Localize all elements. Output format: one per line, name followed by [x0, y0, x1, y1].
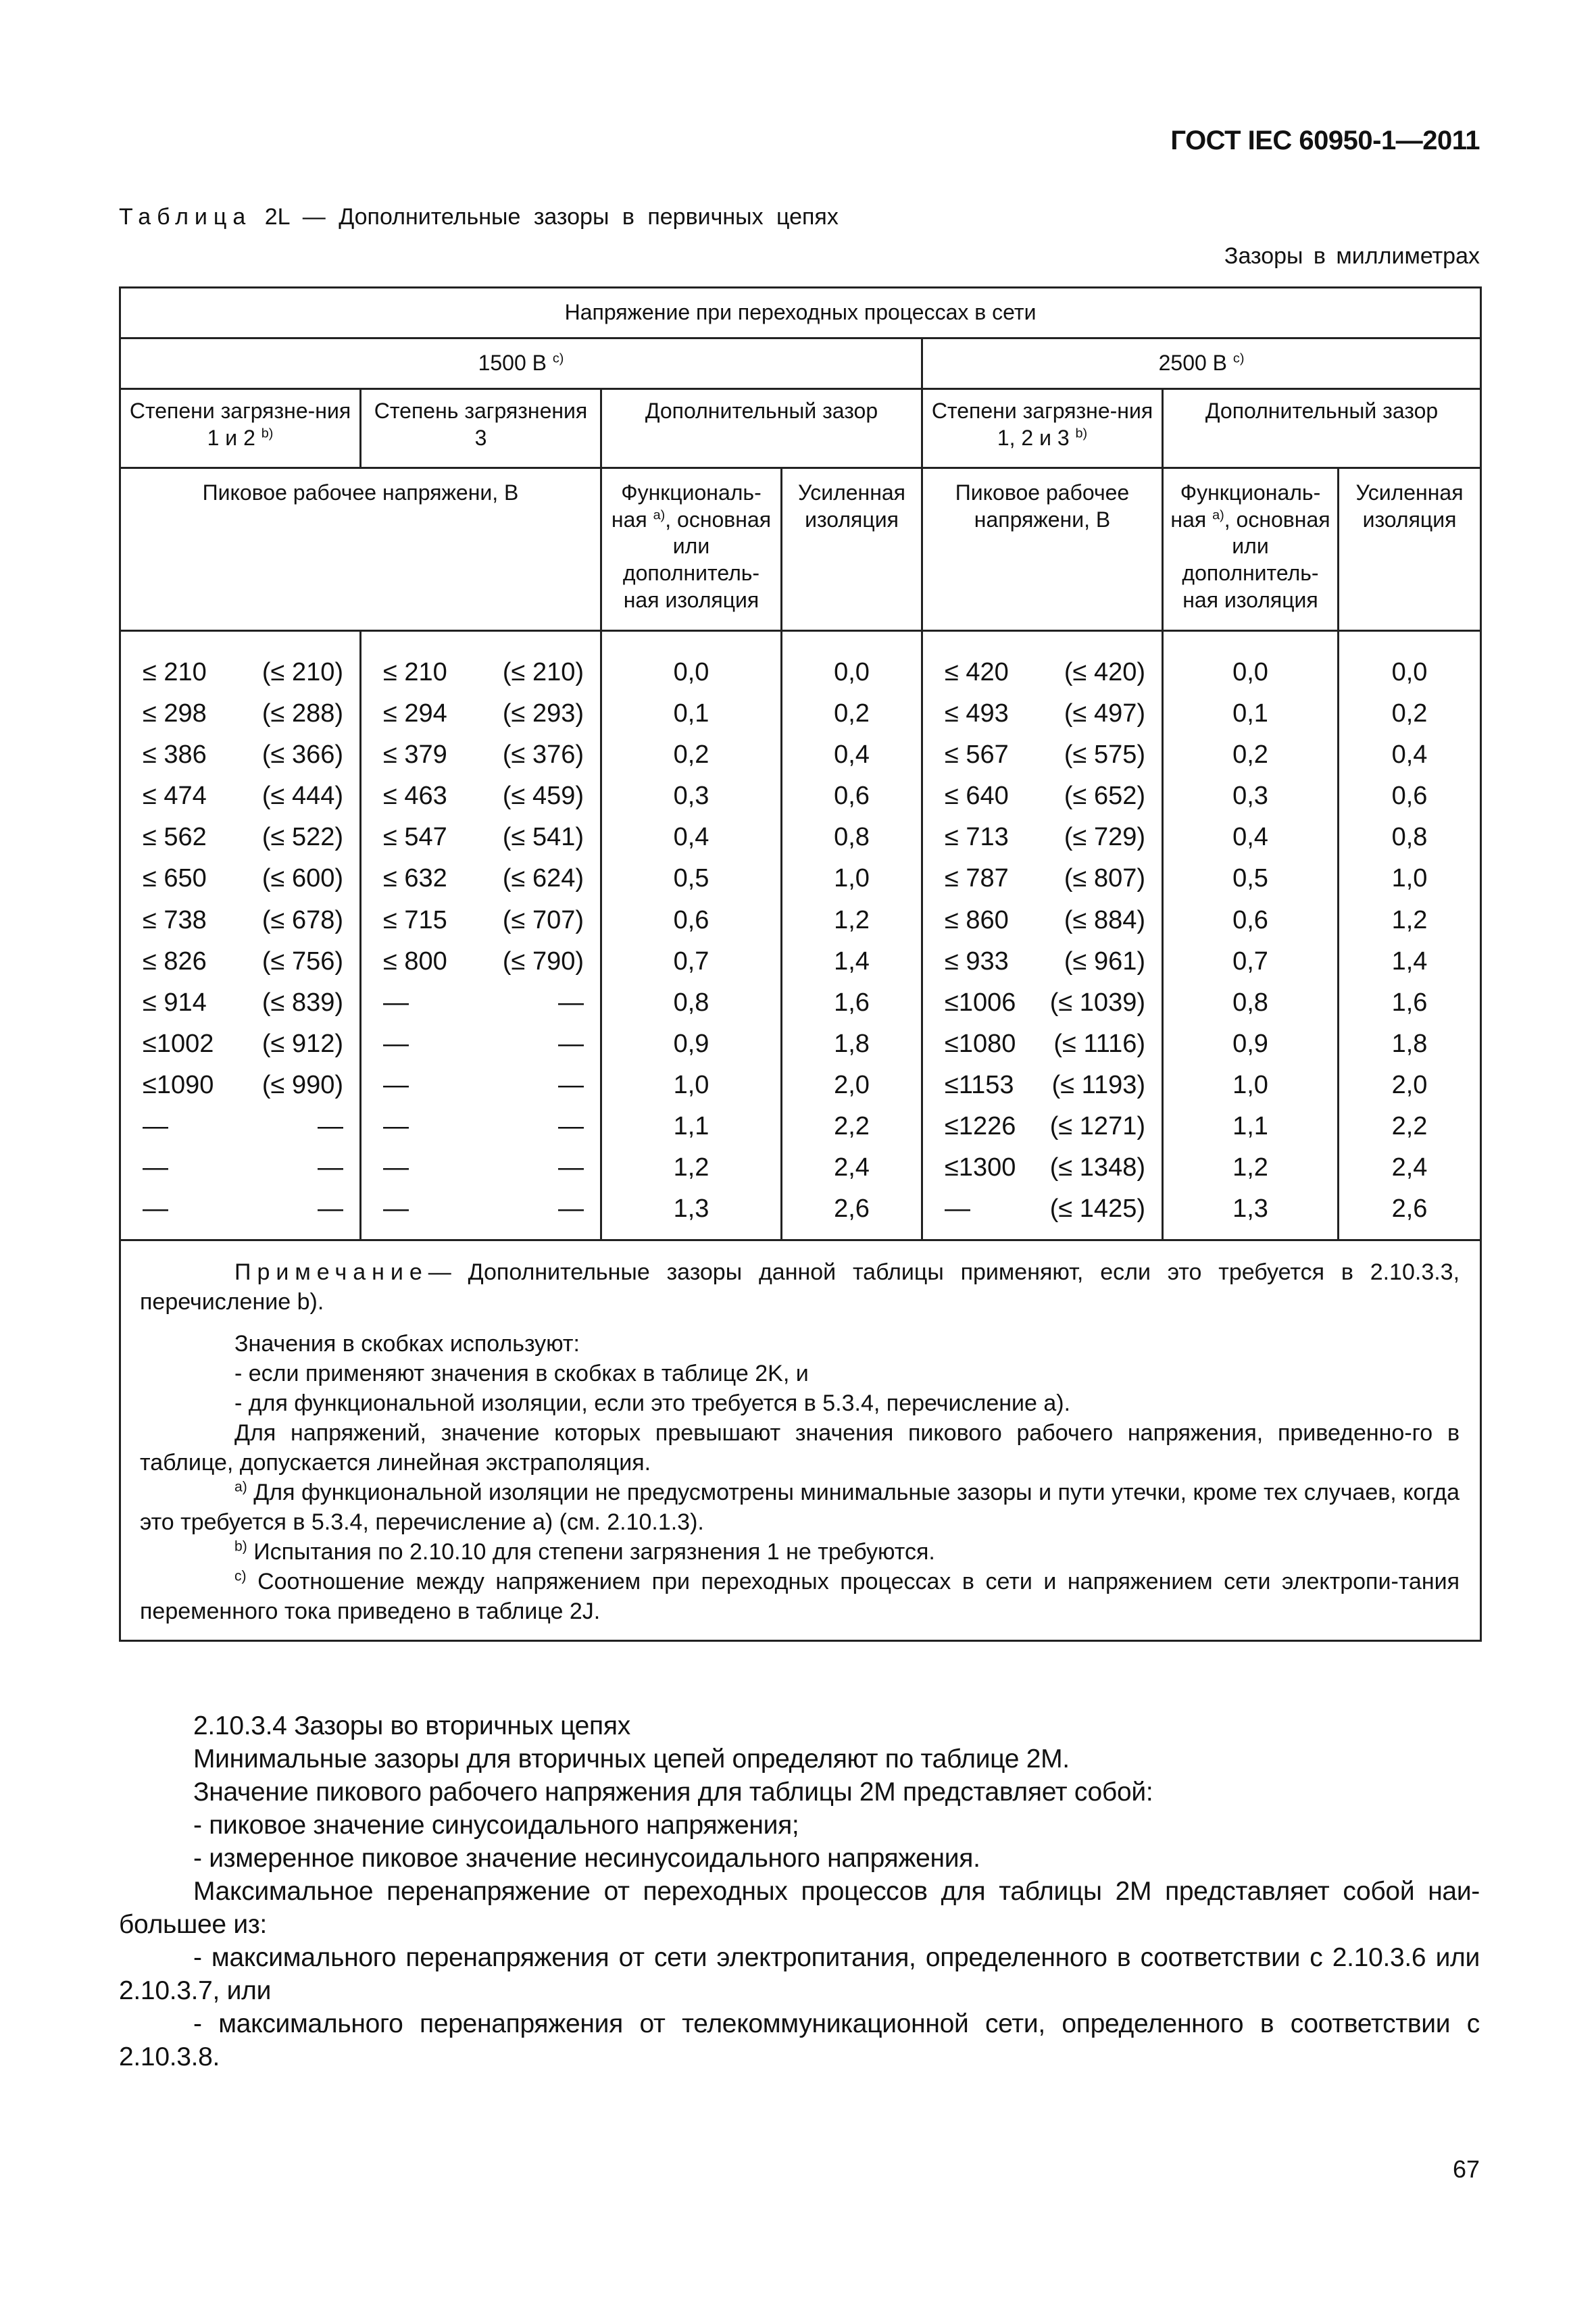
table-caption — [119, 204, 839, 230]
footnote-mark: b) — [1075, 426, 1088, 441]
table-cell: 1,8 — [1391, 1029, 1428, 1058]
table-cell-pair — [366, 652, 596, 693]
table-cell: (≤ 1425) — [1049, 1194, 1145, 1224]
table-cell: 0,3 — [1232, 782, 1268, 811]
table-cell: ≤ 294 — [383, 699, 447, 728]
table-cell: ≤ 914 — [143, 988, 207, 1017]
table-cell-pair — [927, 652, 1157, 693]
table-cell: (≤ 444) — [261, 782, 343, 811]
table-cell: 1,2 — [1391, 905, 1428, 934]
table-cell-pair — [927, 858, 1157, 899]
table-cell: (≤ 600) — [261, 864, 343, 893]
table-cell-pair — [927, 900, 1157, 941]
table-cell: ≤ 547 — [383, 823, 447, 852]
note-brackets-2: - для функциональной изоляции, если это требуется в 5.3.4, перечисление а). — [234, 1390, 1071, 1417]
section-paragraph: - измеренное пиковое значение несинусоидального напряжения. — [193, 1844, 980, 1873]
table-cell-pair — [125, 1147, 355, 1188]
table-cell: 0,9 — [673, 1029, 709, 1058]
table-cell: 1,8 — [834, 1029, 870, 1058]
table-cell: (≤ 293) — [502, 699, 584, 728]
col-peak-1-2 — [120, 631, 361, 1240]
clearance-table — [119, 286, 1482, 1642]
header-pollution-1-2: Степени загрязне-ния 1 и 2 $^{b)}$ — [120, 389, 361, 468]
table-cell-pair — [125, 1106, 355, 1147]
table-cell: ≤ 650 — [143, 864, 207, 893]
table-cell: 0,2 — [673, 740, 709, 770]
header-reinforced-2500: Усиленная изоляция — [1339, 468, 1481, 631]
table-cell: (≤ 624) — [502, 864, 584, 893]
table-cell: 0,5 — [1232, 864, 1268, 893]
table-cell: 1,0 — [673, 1070, 709, 1099]
table-cell: 1,4 — [834, 947, 870, 976]
table-cell-pair — [927, 1188, 1157, 1230]
table-cell: — — [558, 1070, 584, 1099]
table-cell: 0,6 — [673, 905, 709, 934]
table-caption-title: — Дополнительные зазоры в первичных цепях — [302, 204, 839, 230]
table-cell: 1,1 — [1232, 1112, 1268, 1141]
table-cell: (≤ 678) — [261, 905, 343, 934]
table-cell: — — [945, 1194, 970, 1224]
table-cell: — — [318, 1112, 343, 1141]
table-cell: (≤ 807) — [1064, 864, 1145, 893]
table-cell: — — [143, 1194, 168, 1224]
table-cell: (≤ 1193) — [1051, 1070, 1145, 1099]
table-cell: 2,2 — [834, 1112, 870, 1141]
table-cell: (≤ 420) — [1064, 658, 1145, 686]
table-cell: ≤ 632 — [383, 864, 447, 893]
table-cell-pair — [927, 941, 1157, 982]
table-cell: (≤ 790) — [502, 947, 584, 976]
table-cell-pair — [927, 982, 1157, 1024]
table-cell: — — [143, 1153, 168, 1182]
table-cell: — — [558, 1153, 584, 1182]
header-pollution-1-2-3: Степени загрязне-ния 1, 2 и 3 $^{b)}$ — [922, 389, 1163, 468]
table-cell: ≤ 562 — [143, 823, 207, 852]
table-cell: (≤ 366) — [261, 740, 343, 770]
table-cell: 0,8 — [1391, 823, 1428, 852]
table-cell: 0,0 — [1391, 658, 1428, 686]
table-caption-prefix: Таблица — [119, 204, 252, 230]
table-cell: 0,8 — [834, 823, 870, 852]
table-cell: ≤ 860 — [945, 905, 1009, 934]
header-row-3 — [120, 389, 1481, 468]
footnote-mark: b) — [261, 426, 274, 441]
table-cell: — — [558, 1194, 584, 1224]
section-paragraph: - максимального перенапряжения от сети электропитания, определенного в соответствии с 2.10.3.6 или 2.10.3.7, или — [119, 1943, 1480, 2005]
note-label: Примечание — [234, 1259, 428, 1286]
header-2500v: 2500 В $^{c)}$ — [922, 338, 1481, 389]
table-cell-pair — [927, 734, 1157, 776]
table-cell: 2,6 — [834, 1194, 870, 1224]
table-cell-pair — [927, 1024, 1157, 1065]
table-cell-pair — [927, 776, 1157, 817]
header-extra-clearance-1500: Дополнительный зазор — [601, 389, 922, 468]
col-reinforced-2500 — [1339, 631, 1481, 1240]
table-cell: ≤ 826 — [143, 947, 207, 976]
table-cell: 1,2 — [673, 1153, 709, 1182]
header-reinforced-1500: Усиленная изоляция — [782, 468, 922, 631]
section-heading: 2.10.3.4 Зазоры во вторичных цепях — [193, 1711, 630, 1740]
table-cell: ≤ 420 — [945, 658, 1009, 686]
table-cell: ≤ 738 — [143, 905, 207, 934]
table-cell: 1,6 — [834, 988, 870, 1017]
note-brackets-title: Значения в скобках используют: — [234, 1331, 580, 1357]
table-cell: (≤ 884) — [1064, 905, 1145, 934]
table-cell-pair — [366, 734, 596, 776]
table-cell: 1,0 — [1232, 1070, 1268, 1099]
header-pollution-3: Степень загрязнения 3 — [361, 389, 601, 468]
table-cell: 0,1 — [1232, 699, 1268, 728]
table-cell: ≤ 715 — [383, 905, 447, 934]
table-cell-pair — [927, 1065, 1157, 1106]
footnote-c: $^{c)}$ Соотношение между напряжением при переходных процессах в сети и напряжением сети электропи-тания переменного тока приведено в таблице 2J. — [140, 1568, 1460, 1625]
table-cell-pair — [366, 982, 596, 1024]
header-peak-voltage-1500: Пиковое рабочее напряжени, В — [120, 468, 601, 631]
table-cell: ≤ 379 — [383, 740, 447, 770]
table-cell: (≤ 912) — [261, 1029, 343, 1058]
table-cell-pair — [125, 1188, 355, 1230]
table-cell: 0,2 — [1232, 740, 1268, 770]
table-cell: ≤1080 — [945, 1029, 1016, 1058]
table-cell: (≤ 459) — [502, 782, 584, 811]
table-cell: ≤ 493 — [945, 699, 1009, 728]
footnote-mark: a) — [653, 507, 666, 523]
table-cell-pair — [125, 734, 355, 776]
table-cell: 0,0 — [673, 658, 709, 686]
table-cell-pair — [366, 1106, 596, 1147]
table-cell: — — [143, 1112, 168, 1141]
header-row-1 — [120, 288, 1481, 338]
table-cell: 1,3 — [1232, 1194, 1268, 1224]
table-cell: ≤ 787 — [945, 864, 1009, 893]
table-cell: 0,4 — [834, 740, 870, 770]
section-paragraph: Значение пикового рабочего напряжения для таблицы 2M представляет собой: — [193, 1778, 1153, 1807]
table-cell: ≤ 640 — [945, 782, 1009, 811]
table-cell: (≤ 1271) — [1049, 1112, 1145, 1141]
table-cell-pair — [125, 858, 355, 899]
table-cell: 0,0 — [834, 658, 870, 686]
table-cell: 0,2 — [834, 699, 870, 728]
table-cell-pair — [366, 693, 596, 734]
page-number: 67 — [1452, 2155, 1480, 2183]
table-cell: 0,0 — [1232, 658, 1268, 686]
table-cell: — — [318, 1153, 343, 1182]
header-functional-1500: Функциональ-ная $^{a)}$, основная или дополнитель-ная изоляция — [601, 468, 782, 631]
table-cell: (≤ 652) — [1064, 782, 1145, 811]
table-cell: (≤ 210) — [261, 658, 343, 686]
table-cell: 2,0 — [834, 1070, 870, 1099]
header-functional-2500: Функциональ-ная $^{a)}$, основная или дополнитель-ная изоляция — [1163, 468, 1339, 631]
note-extrapolation: Для напряжений, значение которых превышают значения пикового рабочего напряжения, приведенно-го в таблице, допускается линейная экстраполяция. — [140, 1420, 1460, 1476]
col-peak-3 — [361, 631, 601, 1240]
table-cell: (≤ 497) — [1064, 699, 1145, 728]
table-cell: (≤ 990) — [261, 1070, 343, 1099]
table-units: Зазоры в миллиметрах — [1224, 243, 1480, 269]
footnote-mark: c) — [552, 351, 564, 366]
header-extra-clearance-2500: Дополнительный зазор — [1163, 389, 1481, 468]
table-cell-pair — [125, 982, 355, 1024]
table-cell: ≤ 386 — [143, 740, 207, 770]
table-cell: ≤ 800 — [383, 947, 447, 976]
table-cell: 0,8 — [673, 988, 709, 1017]
table-cell: 2,0 — [1391, 1070, 1428, 1099]
table-cell-pair — [927, 817, 1157, 858]
note-first: — Дополнительные зазоры данной таблицы применяют, если это требуется в 2.10.3.3, перечисление b). — [140, 1259, 1460, 1315]
standard-code: ГОСТ IEC 60950-1—2011 — [1170, 126, 1480, 155]
table-cell: 1,2 — [834, 905, 870, 934]
table-cell: (≤ 729) — [1064, 823, 1145, 852]
header-mains-transient: Напряжение при переходных процессах в сети — [120, 288, 1481, 338]
table-cell-pair — [366, 858, 596, 899]
table-cell: ≤ 933 — [945, 947, 1009, 976]
table-cell: ≤ 463 — [383, 782, 447, 811]
table-cell: ≤ 713 — [945, 823, 1009, 852]
section-paragraph: - максимального перенапряжения от телекоммуникационной сети, определенного в соответствии с 2.10.3.8. — [119, 2009, 1480, 2071]
footnote-b: $^{b)}$ Испытания по 2.10.10 для степени загрязнения 1 не требуются. — [234, 1538, 935, 1565]
table-cell: 0,2 — [1391, 699, 1428, 728]
table-cell: ≤1090 — [143, 1070, 214, 1099]
table-cell: 2,6 — [1391, 1194, 1428, 1224]
footnote-mark: a) — [1212, 507, 1224, 523]
table-cell: (≤ 210) — [502, 658, 584, 686]
table-cell: — — [383, 1070, 409, 1099]
section-paragraph: Максимальное перенапряжение от переходных процессов для таблицы 2M представляет собой наи-большее из: — [119, 1877, 1480, 1939]
table-cell-pair — [125, 817, 355, 858]
col-functional-1500 — [601, 631, 782, 1240]
header-1500v: 1500 В $^{c)}$ — [120, 338, 922, 389]
table-cell: — — [383, 988, 409, 1017]
table-cell: 1,4 — [1391, 947, 1428, 976]
table-cell: 2,4 — [834, 1153, 870, 1182]
table-cell: — — [383, 1112, 409, 1141]
table-cell: 1,0 — [834, 864, 870, 893]
table-cell: ≤1002 — [143, 1029, 214, 1058]
table-cell: 0,9 — [1232, 1029, 1268, 1058]
table-cell-pair — [927, 1106, 1157, 1147]
col-peak-1-2-3 — [922, 631, 1163, 1240]
table-cell: (≤ 376) — [502, 740, 584, 770]
table-cell: (≤ 575) — [1064, 740, 1145, 770]
section-2-10-3-4 — [119, 1709, 1480, 2073]
footnote-mark: c) — [1232, 351, 1245, 366]
table-cell: — — [383, 1153, 409, 1182]
table-cell: 0,5 — [673, 864, 709, 893]
table-cell: 0,6 — [1391, 782, 1428, 811]
table-cell-pair — [366, 776, 596, 817]
table-cell: 0,6 — [834, 782, 870, 811]
table-cell: (≤ 756) — [261, 947, 343, 976]
table-cell: 0,6 — [1232, 905, 1268, 934]
table-cell: (≤ 1116) — [1053, 1029, 1145, 1058]
table-cell: (≤ 288) — [261, 699, 343, 728]
table-cell-pair — [366, 1065, 596, 1106]
table-cell: ≤ 210 — [383, 658, 447, 686]
table-cell-pair — [125, 1065, 355, 1106]
table-cell: 2,4 — [1391, 1153, 1428, 1182]
table-cell-pair — [125, 900, 355, 941]
table-cell: (≤ 1348) — [1049, 1153, 1145, 1182]
table-cell: ≤1153 — [945, 1070, 1014, 1099]
table-cell: ≤ 298 — [143, 699, 207, 728]
table-cell: ≤ 474 — [143, 782, 207, 811]
table-cell: ≤1226 — [945, 1112, 1016, 1141]
table-cell-pair — [125, 693, 355, 734]
table-cell: 0,8 — [1232, 988, 1268, 1017]
table-cell: — — [558, 1112, 584, 1141]
table-cell-pair — [366, 1024, 596, 1065]
table-cell: 0,3 — [673, 782, 709, 811]
table-cell: — — [383, 1194, 409, 1224]
table-cell-pair — [125, 776, 355, 817]
table-cell: 1,0 — [1391, 864, 1428, 893]
table-cell-pair — [125, 1024, 355, 1065]
table-cell: — — [558, 988, 584, 1017]
table-cell: (≤ 707) — [502, 905, 584, 934]
table-cell: 1,3 — [673, 1194, 709, 1224]
header-row-4 — [120, 468, 1481, 631]
table-cell: (≤ 541) — [502, 823, 584, 852]
table-cell-pair — [125, 652, 355, 693]
header-row-2 — [120, 338, 1481, 389]
table-cell: 0,1 — [673, 699, 709, 728]
section-paragraph: - пиковое значение синусоидального напряжения; — [193, 1811, 799, 1840]
table-cell: ≤ 567 — [945, 740, 1009, 770]
table-cell: ≤1006 — [945, 988, 1016, 1017]
table-cell: (≤ 961) — [1064, 947, 1145, 976]
table-cell: — — [383, 1029, 409, 1058]
table-cell: 0,4 — [1232, 823, 1268, 852]
table-cell: 0,7 — [673, 947, 709, 976]
table-cell: 0,4 — [1391, 740, 1428, 770]
table-cell: (≤ 839) — [261, 988, 343, 1017]
table-cell: 0,7 — [1232, 947, 1268, 976]
table-cell-pair — [927, 1147, 1157, 1188]
table-cell-pair — [366, 941, 596, 982]
table-caption-number: 2L — [264, 204, 290, 230]
table-cell: ≤1300 — [945, 1153, 1016, 1182]
table-cell-pair — [366, 817, 596, 858]
table-cell: 2,2 — [1391, 1112, 1428, 1141]
table-cell: (≤ 522) — [261, 823, 343, 852]
table-cell: 1,2 — [1232, 1153, 1268, 1182]
table-cell: (≤ 1039) — [1049, 988, 1145, 1017]
table-cell: ≤ 210 — [143, 658, 207, 686]
table-cell-pair — [366, 900, 596, 941]
notes-row — [120, 1240, 1481, 1641]
table-cell: — — [558, 1029, 584, 1058]
table-cell-pair — [366, 1147, 596, 1188]
col-reinforced-1500 — [782, 631, 922, 1240]
table-cell: 1,1 — [673, 1112, 709, 1141]
table-cell: 1,6 — [1391, 988, 1428, 1017]
col-functional-2500 — [1163, 631, 1339, 1240]
table-cell-pair — [927, 693, 1157, 734]
table-cell: 0,4 — [673, 823, 709, 852]
table-cell: — — [318, 1194, 343, 1224]
note-brackets-1: - если применяют значения в скобках в таблице 2K, и — [234, 1361, 809, 1387]
footnote-a: $^{a)}$ Для функциональной изоляции не предусмотрены минимальные зазоры и пути утечки, кроме тех случаев, когда это требуется в 5.3.4, перечисление а) (см. 2.10.1.3). — [140, 1479, 1460, 1536]
table-notes — [120, 1240, 1481, 1641]
table-cell-pair — [366, 1188, 596, 1230]
table-cell-pair — [125, 941, 355, 982]
table-body-row — [120, 631, 1481, 1240]
header-peak-voltage-2500: Пиковое рабочее напряжени, В — [922, 468, 1163, 631]
section-paragraph: Минимальные зазоры для вторичных цепей определяют по таблице 2M. — [193, 1744, 1070, 1774]
